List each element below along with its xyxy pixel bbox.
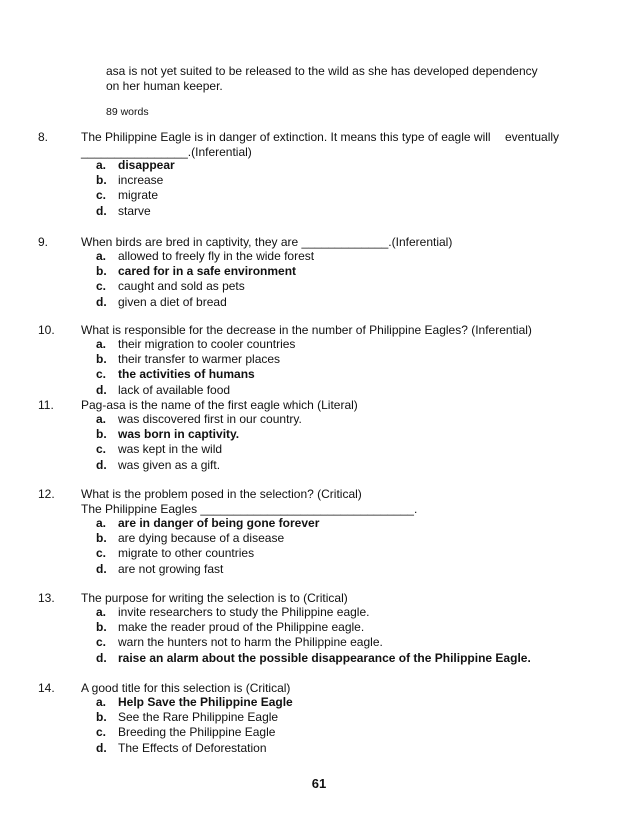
word-count: 89 words [106,106,149,118]
option-b: b. cared for in a safe environment [96,264,297,279]
option-list [96,516,319,577]
question-stem: The Philippine Eagle is in danger of extinction. It means this type of eagle will [81,130,491,144]
option-c: c. migrate [96,188,159,203]
option-d: d. was given as a gift. [96,457,221,472]
option-a: a. was discovered first in our country. [96,412,302,426]
option-a: a. Help Save the Philippine Eagle [96,695,293,709]
question-stem: What is the problem posed in the selection? (Critical) [81,487,362,501]
question-stem: When birds are bred in captivity, they are _____________.(Inferential) [81,235,453,249]
question-stem-end: eventually [505,130,560,144]
question-number: 13. [38,591,55,605]
option-b: b. increase [96,173,164,188]
passage-continuation [106,64,576,94]
question-stem: The purpose for writing the selection is to (Critical) [81,591,348,605]
option-b: b. was born in captivity. [96,427,240,442]
option-list [96,249,314,310]
page-number: 61 [311,776,327,791]
option-b: b. their transfer to warmer places [96,352,281,367]
question-stem: What is responsible for the decrease in the number of Philippine Eagles? (Inferential) [81,323,532,337]
option-a: a. their migration to cooler countries [96,337,296,351]
option-b: b. are dying because of a disease [96,531,285,546]
option-list [96,412,302,473]
option-c: c. Breeding the Philippine Eagle [96,725,276,740]
option-c: c. caught and sold as pets [96,279,245,294]
question-number: 8. [38,130,49,144]
option-d: d. raise an alarm about the possible disappearance of the Philippine Eagle. [96,650,531,665]
question-number: 12. [38,487,55,501]
question-number: 11. [38,398,54,412]
option-d: d. The Effects of Deforestation [96,740,267,755]
option-a: a. invite researchers to study the Philippine eagle. [96,605,370,619]
option-d: d. starve [96,203,151,218]
option-b: b. make the reader proud of the Philippine eagle. [96,620,365,635]
question-stem-line2: ________________.(Inferential) [81,145,252,159]
passage-line: asa is not yet suited to be released to the wild as she has developed dependency [106,64,538,78]
question-stem-line2: The Philippine Eagles ________________________________. [81,502,418,516]
option-list [96,695,293,756]
option-c: c. migrate to other countries [96,546,255,561]
option-c: c. the activities of humans [96,367,255,382]
option-d: d. are not growing fast [96,561,224,576]
question-number: 10. [38,323,55,337]
option-d: d. given a diet of bread [96,294,227,309]
option-list [96,337,295,398]
option-d: d. lack of available food [96,382,231,397]
option-a: a. are in danger of being gone forever [96,516,320,530]
option-c: c. was kept in the wild [96,442,223,457]
option-c: c. warn the hunters not to harm the Philippine eagle. [96,635,383,650]
question-number: 14. [38,681,55,695]
option-a: a. disappear [96,158,175,172]
option-list [96,605,531,666]
passage-line: on her human keeper. [106,79,223,93]
option-list [96,158,175,219]
question-stem: Pag-asa is the name of the first eagle which (Literal) [81,398,358,412]
question-stem: A good title for this selection is (Critical) [81,681,291,695]
option-b: b. See the Rare Philippine Eagle [96,710,279,725]
option-a: a. allowed to freely fly in the wide forest [96,249,315,263]
question-number: 9. [38,235,49,249]
